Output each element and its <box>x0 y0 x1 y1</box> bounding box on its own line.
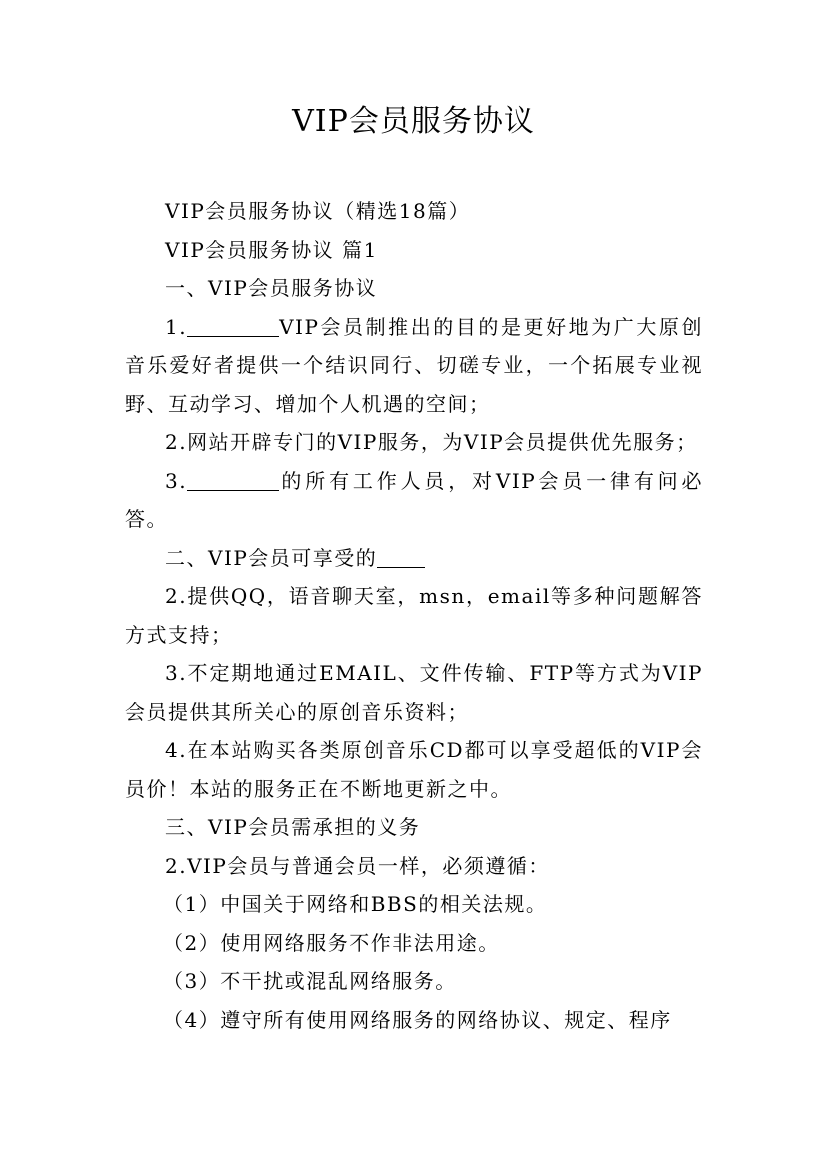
list-item-3: （3）不干扰或混乱网络服务。 <box>163 969 457 993</box>
paragraph-benefit-2: 2.提供QQ，语音聊天室，msn，email等多种问题解答方式支持； <box>125 584 703 647</box>
paragraph-obligation-2: 2.VIP会员与普通会员一样，必须遵循： <box>165 853 550 878</box>
item-text: VIP会员制推出的目的是更好地为广大原创音乐爱好者提供一个结识同行、切磋专业，一个拓展专业视野、互动学习、增加个人机遇的空间； <box>125 314 703 416</box>
paragraph-item-2: 2.网站开辟专门的VIP服务，为VIP会员提供优先服务； <box>165 430 698 454</box>
item-number: 3. <box>165 468 188 493</box>
fill-blank-underline <box>377 547 425 568</box>
heading-text: 二、VIP会员可享受的 <box>165 545 378 570</box>
document-body <box>125 192 703 1039</box>
document-title: VIP会员服务协议 <box>292 104 535 139</box>
paragraph-item-3 <box>125 462 703 539</box>
paragraph-benefit-4: 4.在本站购买各类原创音乐CD都可以享受超低的VIP会员价！本站的服务正在不断地更新之中。 <box>125 738 703 801</box>
heading-section-one: 一、VIP会员服务协议 <box>165 276 378 300</box>
item-text: 的所有工作人员，对VIP会员一律有问必答。 <box>125 468 703 531</box>
paragraph-collection-title: VIP会员服务协议（精选18篇） <box>165 199 471 223</box>
paragraph-benefit-3: 3.不定期地通过EMAIL、文件传输、FTP等方式为VIP会员提供其所关心的原创音乐资料； <box>125 661 703 724</box>
list-item-4: （4）遵守所有使用网络服务的网络协议、规定、程序 <box>163 1007 672 1032</box>
paragraph-section-title: VIP会员服务协议 篇1 <box>165 237 378 262</box>
item-number: 1. <box>165 314 188 339</box>
heading-section-three: 三、VIP会员需承担的义务 <box>165 815 421 839</box>
fill-blank-underline <box>187 470 279 491</box>
paragraph-item-1 <box>125 308 703 424</box>
fill-blank-underline <box>187 316 279 337</box>
list-item-1: （1）中国关于网络和BBS的相关法规。 <box>163 892 548 916</box>
heading-section-two <box>125 539 703 578</box>
list-item-2: （2）使用网络服务不作非法用途。 <box>163 930 500 955</box>
